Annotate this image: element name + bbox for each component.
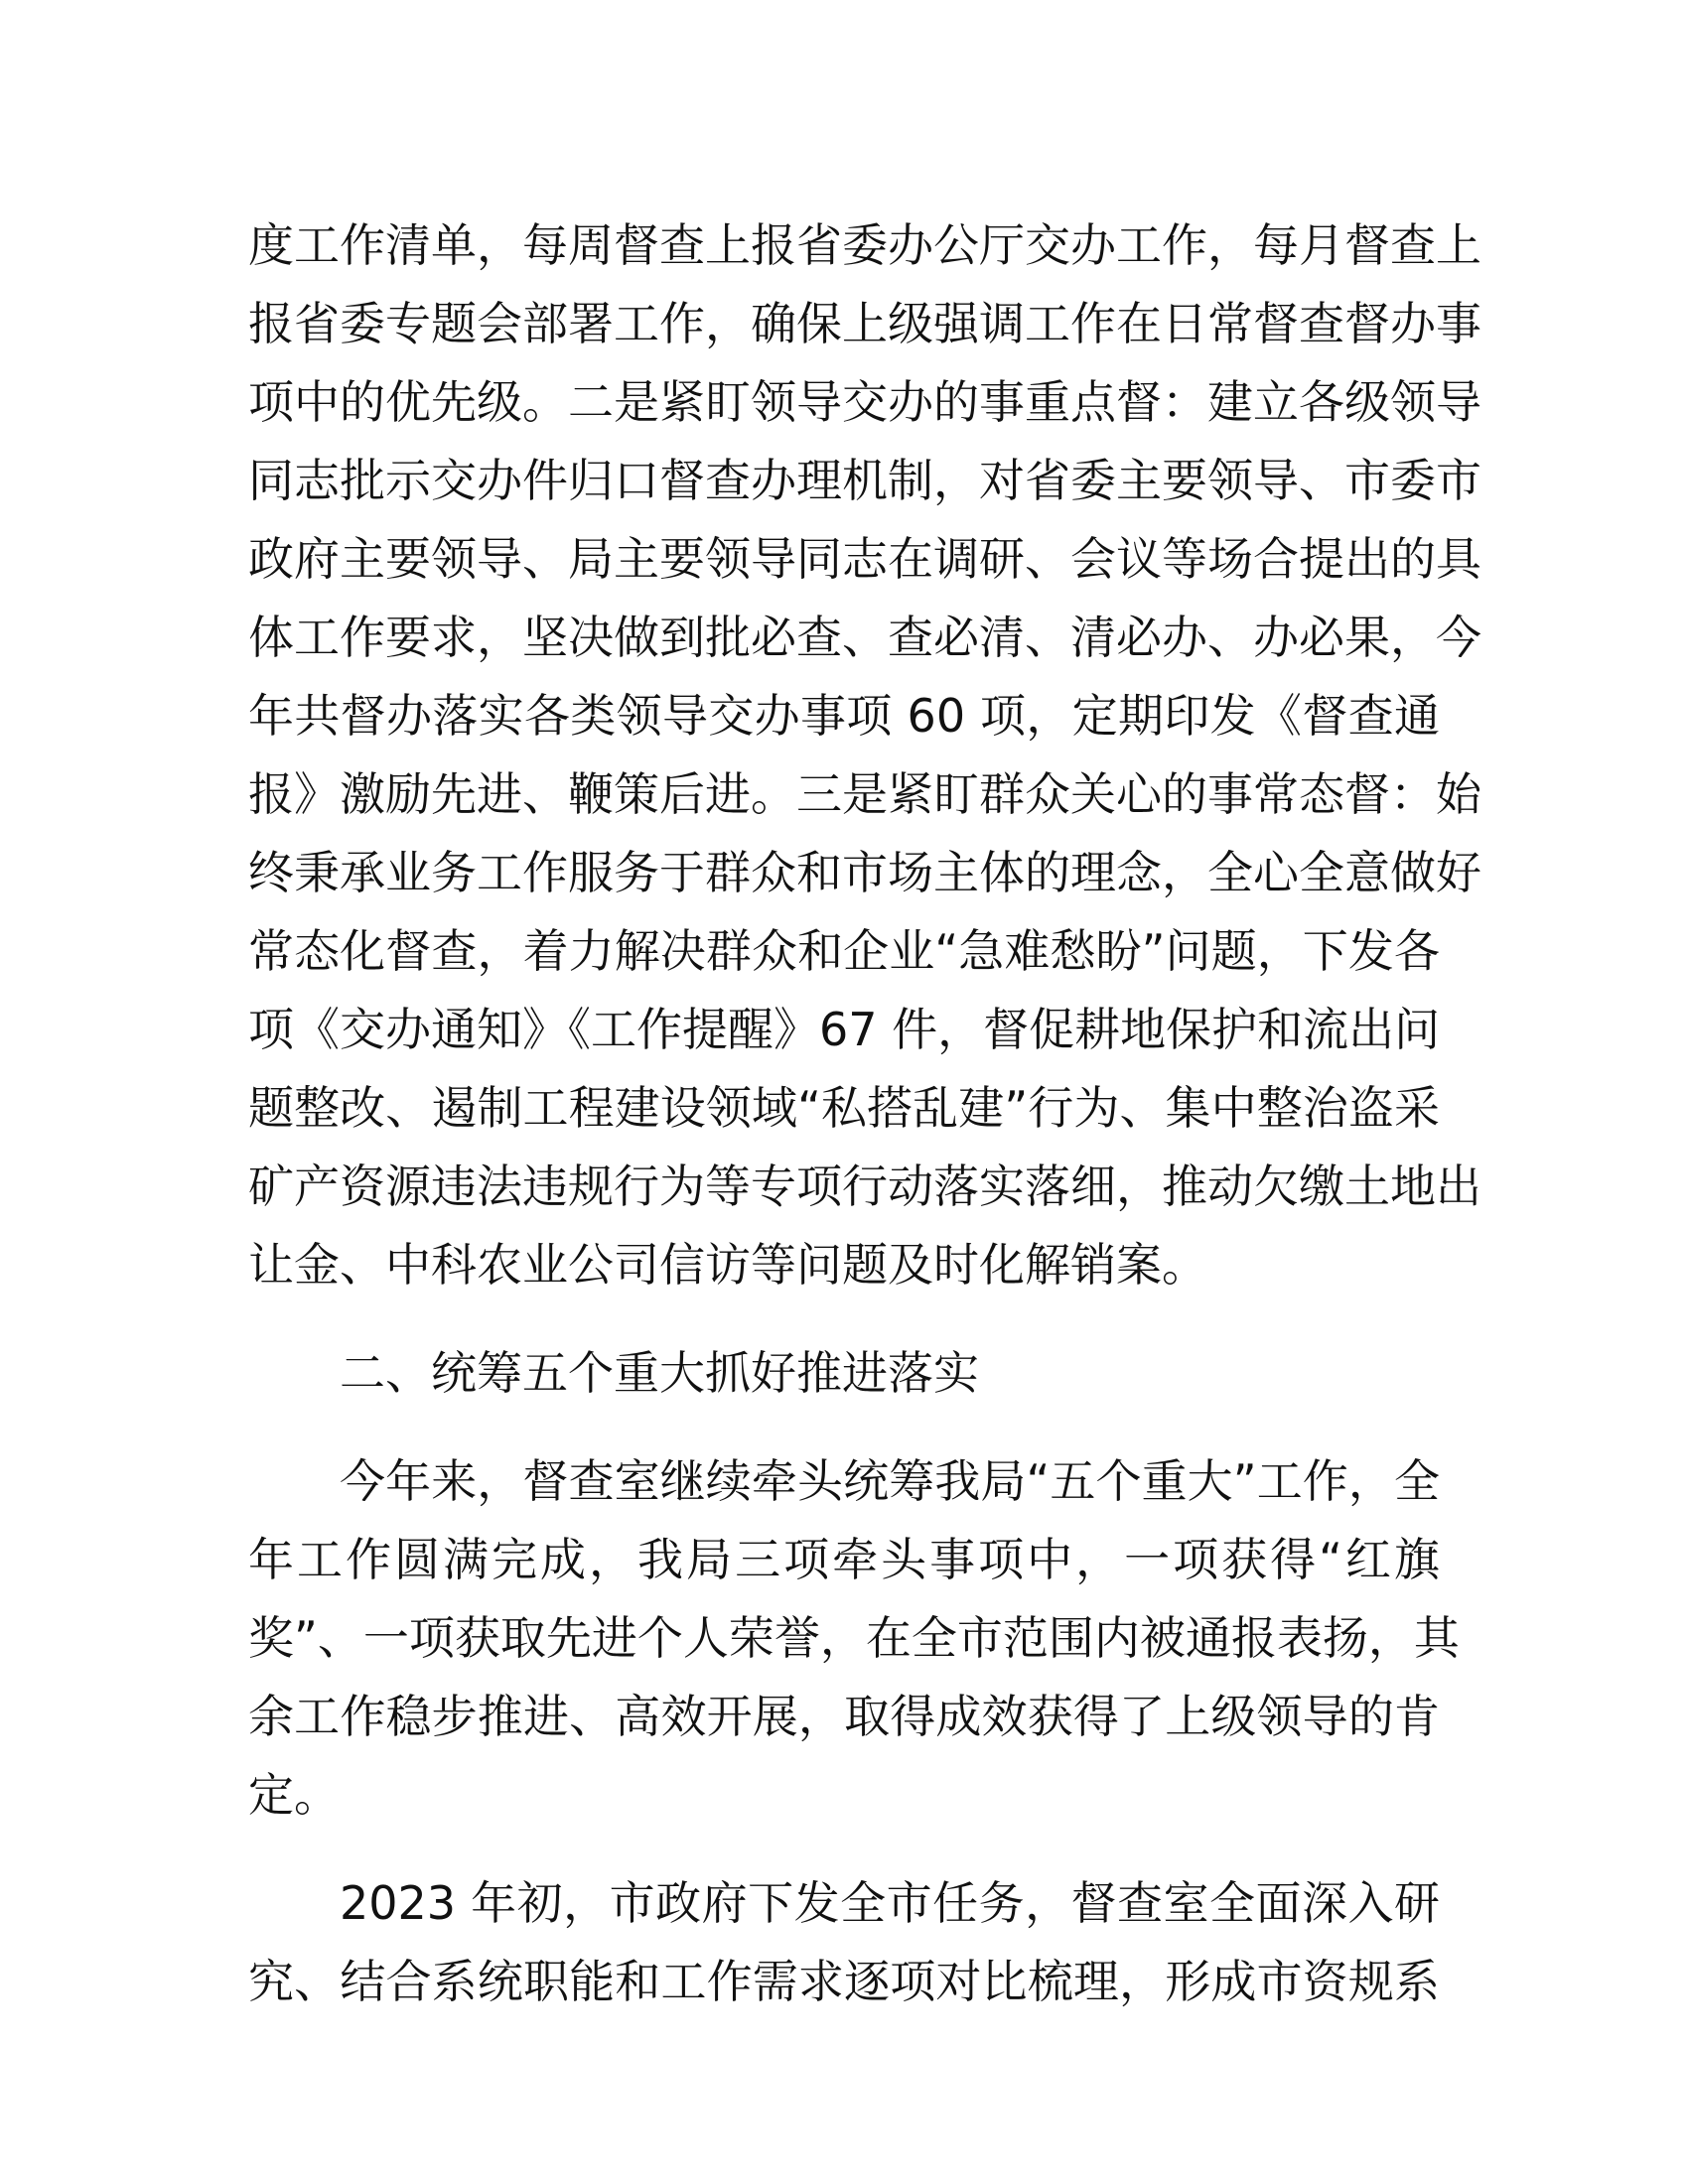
paragraph-gap: [248, 1835, 1440, 1864]
section-heading: [248, 1334, 1440, 1413]
text-line: 年工作圆满完成，我局三项牵头事项中，一项获得“红旗: [248, 1533, 1440, 1586]
text-line: 度工作清单，每周督查上报省委办公厅交办工作，每月督查上: [248, 218, 1481, 272]
text-line: 年共督办落实各类领导交办事项 60 项，定期印发《督查通: [248, 689, 1440, 743]
paragraph-gap: [248, 1413, 1440, 1442]
text-line: 奖”、一项获取先进个人荣誉，在全市范围内被通报表扬，其: [248, 1611, 1460, 1665]
text-line: 终秉承业务工作服务于群众和市场主体的理念，全心全意做好: [248, 846, 1481, 899]
text-line: 余工作稳步推进、高效开展，取得成效获得了上级领导的肯: [248, 1690, 1440, 1743]
text-line: 让金、中科农业公司信访等问题及时化解销案。: [248, 1238, 1207, 1292]
text-line: 2023 年初，市政府下发全市任务，督查室全面深入研: [340, 1876, 1440, 1930]
text-line: 报》激励先进、鞭策后进。三是紧盯群众关心的事常态督：始: [248, 767, 1481, 821]
document-body: [248, 206, 1481, 2021]
text-line: 同志批示交办件归口督查办理机制，对省委主要领导、市委市: [248, 454, 1481, 507]
text-line: 究、结合系统职能和工作需求逐项对比梳理，形成市资规系: [248, 1955, 1440, 2008]
paragraph-2023: [248, 1864, 1440, 2021]
text-line: 常态化督查，着力解决群众和企业“急难愁盼”问题，下发各: [248, 924, 1440, 978]
text-line: 定。: [248, 1768, 340, 1822]
text-line: 矿产资源违法违规行为等专项行动落实落细，推动欠缴土地出: [248, 1160, 1481, 1213]
paragraph-five-major: [248, 1442, 1460, 1835]
text-line: 体工作要求，坚决做到批必查、查必清、清必办、办必果，今: [248, 611, 1481, 664]
paragraph-gap: [248, 1304, 1440, 1334]
text-line: 政府主要领导、局主要领导同志在调研、会议等场合提出的具: [248, 532, 1481, 586]
paragraph-supervision-work: [248, 206, 1481, 1304]
text-line: 报省委专题会部署工作，确保上级强调工作在日常督查督办事: [248, 297, 1481, 350]
text-line: 题整改、遏制工程建设领域“私搭乱建”行为、集中整治盗采: [248, 1081, 1440, 1135]
text-line: 今年来，督查室继续牵头统筹我局“五个重大”工作，全: [340, 1454, 1440, 1508]
text-line: 项《交办通知》《工作提醒》67 件，督促耕地保护和流出问: [248, 1003, 1441, 1056]
heading-text: 二、统筹五个重大抓好推进落实: [340, 1346, 979, 1400]
text-line: 项中的优先级。二是紧盯领导交办的事重点督：建立各级领导: [248, 375, 1481, 429]
